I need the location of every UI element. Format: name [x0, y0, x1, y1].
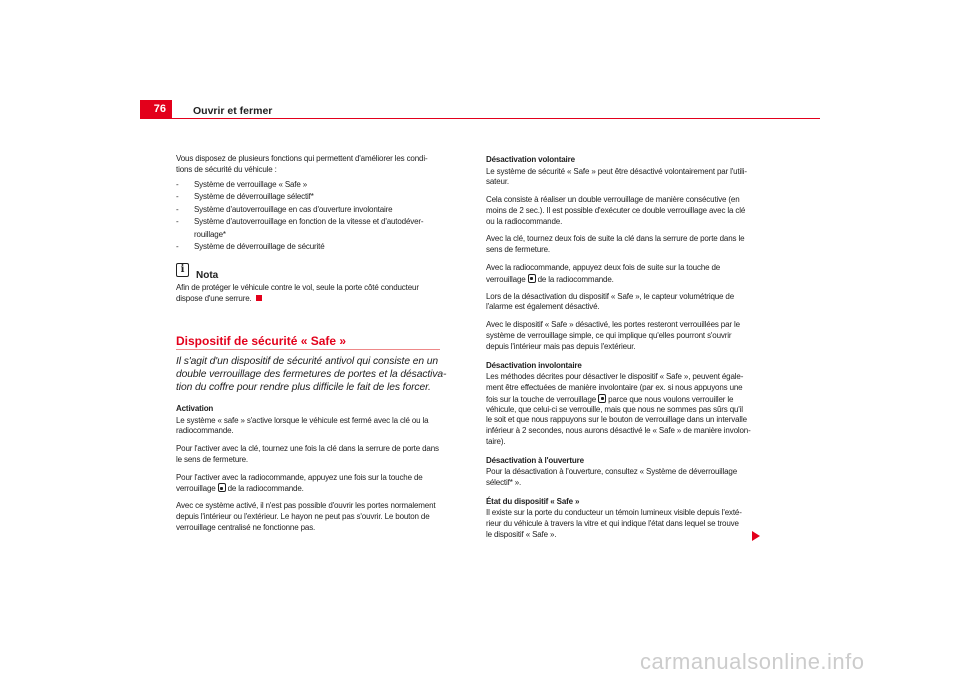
intro-text	[176, 154, 427, 176]
text-segment: Pour l'activer avec la clé, tournez une fois la clé dans la serrure de porte dans	[176, 444, 439, 454]
text-line: Vous disposez de plusieurs fonctions qui permettent d'améliorer les condi-	[176, 154, 428, 163]
lock-button-icon	[218, 483, 226, 492]
paragraph	[486, 167, 751, 189]
activation-section	[176, 403, 439, 541]
text-segment: taire).	[486, 436, 506, 446]
text-line	[486, 292, 751, 303]
text-segment: système de verrouillage simple, ce qui implique qu'elles pourront s'ouvrir	[486, 331, 732, 341]
text-segment: le sens de fermeture.	[176, 454, 248, 464]
text-line	[486, 437, 751, 448]
text-segment: le dispositif « Safe ».	[486, 529, 557, 539]
text-segment: véhicule, que celui-ci se verrouille, mais que nous ne sommes pas sûrs qu'il	[486, 404, 743, 414]
text-segment: de la radiocommande.	[537, 274, 614, 284]
text-segment: sateur.	[486, 177, 509, 187]
text-segment: Le système « safe » s'active lorsque le véhicule est fermé avec la clé ou la	[176, 415, 429, 425]
subsection	[486, 455, 751, 489]
text-line: tions de sécurité du véhicule :	[176, 164, 277, 174]
text-line	[176, 512, 439, 523]
text-line	[486, 530, 751, 541]
text-segment: Lors de la désactivation du dispositif « Safe », le capteur volumétrique de	[486, 291, 735, 301]
paragraph	[486, 195, 751, 227]
text-line	[176, 416, 439, 427]
text-line	[486, 426, 751, 437]
text-line	[486, 383, 751, 394]
text-segment: verrouillage centralisé ne fonctionne pas.	[176, 522, 316, 532]
text-segment: depuis l'intérieur ou l'extérieur. Le hayon ne peut pas s'ouvrir. Le bouton de	[176, 512, 430, 522]
section-intro	[176, 355, 446, 394]
text-segment: Pour la désactivation à l'ouverture, consultez « Système de déverrouillage	[486, 467, 738, 477]
page-number: 76	[140, 100, 172, 119]
text-line	[486, 415, 751, 426]
text-segment: moins de 2 sec.). Il est possible d'exécuter ce double verrouillage avec la clé	[486, 205, 746, 215]
text-line: Afin de protéger le véhicule contre le vol, seule la porte côté conducteur	[176, 283, 419, 292]
nota-text	[176, 283, 419, 305]
lock-button-icon	[598, 394, 606, 403]
text-segment: parce que nous voulons verrouiller le	[608, 394, 734, 404]
text-segment: Cela consiste à réaliser un double verrouillage de manière consécutive (en	[486, 195, 740, 205]
paragraph	[486, 292, 751, 314]
paragraph	[486, 508, 751, 540]
text-segment: Pour l'activer avec la radiocommande, appuyez une fois sur la touche de	[176, 472, 423, 482]
text-segment: Avec ce système activé, il n'est pas possible d'ouvrir les portes normalement	[176, 501, 436, 511]
text-segment: Il existe sur la porte du conducteur un témoin lumineux visible depuis l'exté-	[486, 508, 742, 518]
paragraph	[486, 467, 751, 489]
text-line	[176, 523, 439, 534]
text-segment: le soit et que nous rappuyons sur le bouton de verrouillage dans un intervalle	[486, 415, 747, 425]
text-line	[176, 426, 439, 437]
text-line	[486, 519, 751, 530]
text-segment: inférieur à 2 secondes, nous aurons désactivé le « Safe » de manière involon-	[486, 426, 751, 436]
list-item: - Système d'autoverrouillage en fonction de la vitesse et d'autodéver- rouillage*	[176, 216, 423, 241]
text-line	[486, 274, 751, 285]
feature-list	[176, 179, 423, 253]
end-marker-icon	[256, 295, 262, 301]
list-item: - Système d'autoverrouillage en cas d'ouverture involontaire	[176, 204, 423, 216]
intro-line: double verrouillage des fermetures de portes et la désactiva-	[176, 369, 447, 380]
header-divider	[140, 118, 820, 119]
text-line	[486, 217, 751, 228]
text-line	[176, 294, 419, 305]
subsection-heading: Activation	[176, 404, 214, 413]
watermark: carmanualsonline.info	[640, 649, 865, 674]
subsection-heading: Désactivation volontaire	[486, 155, 575, 164]
text-segment: rieur du véhicule à travers la vitre et qui indique l'état dans lequel se trouve	[486, 519, 739, 529]
continue-arrow-icon	[752, 531, 760, 541]
subsection	[486, 154, 751, 353]
text-segment: fois sur la touche de verrouillage	[486, 394, 597, 404]
subsection-heading: État du dispositif « Safe »	[486, 496, 580, 506]
text-segment: sens de fermeture.	[486, 245, 550, 255]
text-line	[176, 444, 439, 455]
right-column	[486, 154, 751, 548]
text-line	[486, 342, 751, 353]
text-line	[486, 263, 751, 274]
text-line	[486, 405, 751, 416]
list-item: - Système de déverrouillage de sécurité	[176, 241, 423, 253]
paragraph	[486, 263, 751, 285]
paragraph	[176, 416, 439, 438]
text-line	[486, 478, 751, 489]
text-segment: ou la radiocommande.	[486, 216, 563, 226]
text-line-content: dispose d'une serrure.	[176, 293, 252, 303]
text-segment: Avec le dispositif « Safe » désactivé, les portes resteront verrouillées par le	[486, 320, 740, 330]
info-icon: i	[176, 263, 189, 277]
section-title: Dispositif de sécurité « Safe »	[176, 334, 347, 348]
text-line	[486, 372, 751, 383]
text-line	[486, 167, 751, 178]
text-line	[486, 508, 751, 519]
intro-line: Il s'agit d'un dispositif de sécurité antivol qui consiste en un	[176, 356, 438, 367]
lock-button-icon	[528, 274, 536, 283]
text-line	[176, 473, 439, 484]
text-line	[486, 320, 751, 331]
text-line	[486, 177, 751, 188]
text-segment: depuis l'intérieur mais pas depuis l'extérieur.	[486, 341, 636, 351]
intro-line: tion du coffre pour rendre plus difficile le fait de les forcer.	[176, 382, 431, 393]
page-header-title: Ouvrir et fermer	[193, 105, 273, 117]
paragraph	[486, 320, 751, 352]
text-line	[176, 483, 439, 494]
text-line	[486, 394, 751, 405]
subsection	[486, 496, 751, 541]
text-segment: Les méthodes décrites pour désactiver le dispositif « Safe », peuvent égale-	[486, 372, 744, 382]
text-segment: radiocommande.	[176, 426, 234, 436]
text-line	[486, 195, 751, 206]
paragraph	[486, 372, 751, 448]
text-line	[486, 234, 751, 245]
text-line	[486, 467, 751, 478]
text-segment: l'alarme est également désactivé.	[486, 302, 600, 312]
subsection-heading: Désactivation involontaire	[486, 360, 582, 370]
list-item: - Système de déverrouillage sélectif*	[176, 191, 423, 203]
subsection-heading: Désactivation à l'ouverture	[486, 455, 584, 465]
paragraph	[486, 234, 751, 256]
text-segment: verrouillage	[486, 274, 526, 284]
text-segment: de la radiocommande.	[227, 484, 304, 494]
paragraph	[176, 501, 439, 533]
paragraph	[176, 444, 439, 466]
subsection	[486, 360, 751, 448]
text-segment: sélectif* ».	[486, 478, 522, 488]
text-line	[486, 302, 751, 313]
text-line	[486, 206, 751, 217]
text-segment: ment être effectuées de manière involontaire (par ex. si nous appuyons une	[486, 382, 743, 392]
text-segment: verrouillage	[176, 484, 216, 494]
section-divider	[176, 349, 440, 350]
text-segment: Le système de sécurité « Safe » peut être désactivé volontairement par l'utili-	[486, 166, 747, 176]
text-line	[176, 501, 439, 512]
text-line	[486, 331, 751, 342]
text-line	[486, 245, 751, 256]
paragraph	[176, 473, 439, 495]
text-segment: Avec la clé, tournez deux fois de suite la clé dans la serrure de porte dans le	[486, 234, 745, 244]
nota-label: Nota	[196, 270, 219, 281]
text-segment: Avec la radiocommande, appuyez deux fois de suite sur la touche de	[486, 263, 721, 273]
text-line	[176, 455, 439, 466]
list-item: - Système de verrouillage « Safe »	[176, 179, 423, 191]
